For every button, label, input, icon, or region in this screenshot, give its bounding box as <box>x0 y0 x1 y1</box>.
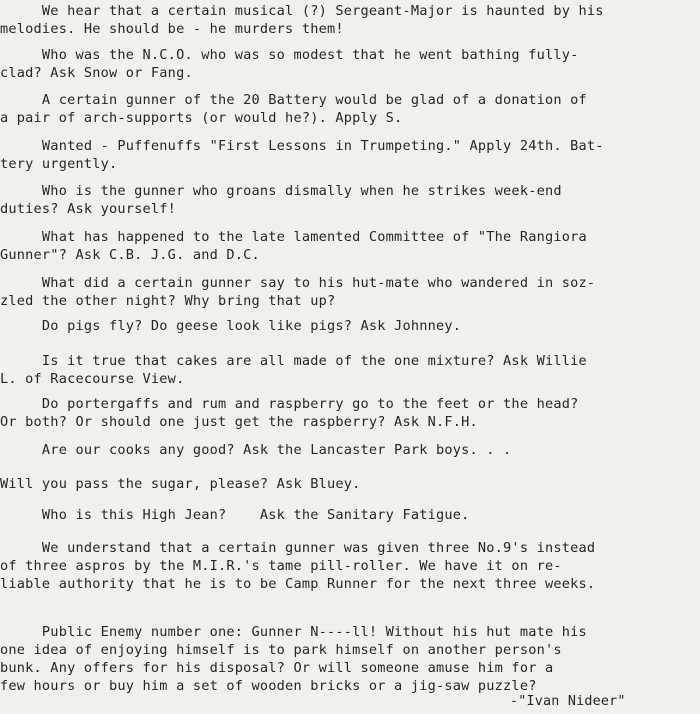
text-line: duties? Ask yourself! <box>0 201 177 217</box>
text-line: Public Enemy number one: Gunner N----ll! Without his hut mate his <box>0 624 587 640</box>
paragraph <box>0 137 696 173</box>
paragraph <box>0 539 696 593</box>
paragraph <box>0 352 696 388</box>
text-line: Gunner"? Ask C.B. J.G. and D.C. <box>0 247 260 263</box>
text-line: liable authority that he is to be Camp Runner for the next three weeks. <box>0 576 596 592</box>
paragraph <box>0 2 696 38</box>
text-line: tery urgently. <box>0 156 118 172</box>
text-line: Or both? Or should one just get the raspberry? Ask N.F.H. <box>0 414 478 430</box>
text-line: one idea of enjoying himself is to park himself on another person's <box>0 642 562 658</box>
text-line: Will you pass the sugar, please? Ask Bluey. <box>0 476 361 492</box>
text-line: of three aspros by the M.I.R.'s tame pill-roller. We have it on re- <box>0 558 562 574</box>
paragraph <box>0 441 696 459</box>
text-line: Who is this High Jean? Ask the Sanitary Fatigue. <box>0 507 470 523</box>
text-line: Who was the N.C.O. who was so modest that he went bathing fully- <box>0 47 579 63</box>
text-line: Who is the gunner who groans dismally when he strikes week-end <box>0 183 562 199</box>
text-line: A certain gunner of the 20 Battery would be glad of a donation of <box>0 92 587 108</box>
paragraph <box>0 475 696 493</box>
text-line: We hear that a certain musical (?) Sergeant-Major is haunted by his <box>0 3 604 19</box>
text-line: What has happened to the late lamented Committee of "The Rangiora <box>0 229 587 245</box>
paragraph <box>0 623 696 695</box>
paragraph <box>0 182 696 218</box>
text-line: a pair of arch-supports (or would he?). Apply S. <box>0 110 403 126</box>
paragraph <box>0 228 696 264</box>
text-line: L. of Racecourse View. <box>0 371 185 387</box>
text-line: We understand that a certain gunner was given three No.9's instead <box>0 540 596 556</box>
text-line: Is it true that cakes are all made of the one mixture? Ask Willie <box>0 353 587 369</box>
text-line: Do portergaffs and rum and raspberry go to the feet or the head? <box>0 396 579 412</box>
text-line: Are our cooks any good? Ask the Lancaster Park boys. . . <box>0 442 512 458</box>
paragraph <box>0 317 696 335</box>
paragraph <box>0 46 696 82</box>
text-line: Do pigs fly? Do geese look like pigs? Ask Johnney. <box>0 318 462 334</box>
paragraph <box>0 506 696 524</box>
paragraph <box>0 395 696 431</box>
paragraph <box>0 274 696 310</box>
text-line: Wanted - Puffenuffs "First Lessons in Trumpeting." Apply 24th. Bat- <box>0 138 604 154</box>
paragraph <box>0 91 696 127</box>
text-line: few hours or buy him a set of wooden bricks or a jig-saw puzzle? <box>0 678 537 694</box>
text-line: bunk. Any offers for his disposal? Or will someone amuse him for a <box>0 660 554 676</box>
text-line: zled the other night? Why bring that up? <box>0 293 336 309</box>
text-line: What did a certain gunner say to his hut-mate who wandered in soz- <box>0 275 596 291</box>
text-line: clad? Ask Snow or Fang. <box>0 65 193 81</box>
text-line: melodies. He should be - he murders them! <box>0 21 344 37</box>
signature: -"Ivan Nideer" <box>510 694 626 709</box>
